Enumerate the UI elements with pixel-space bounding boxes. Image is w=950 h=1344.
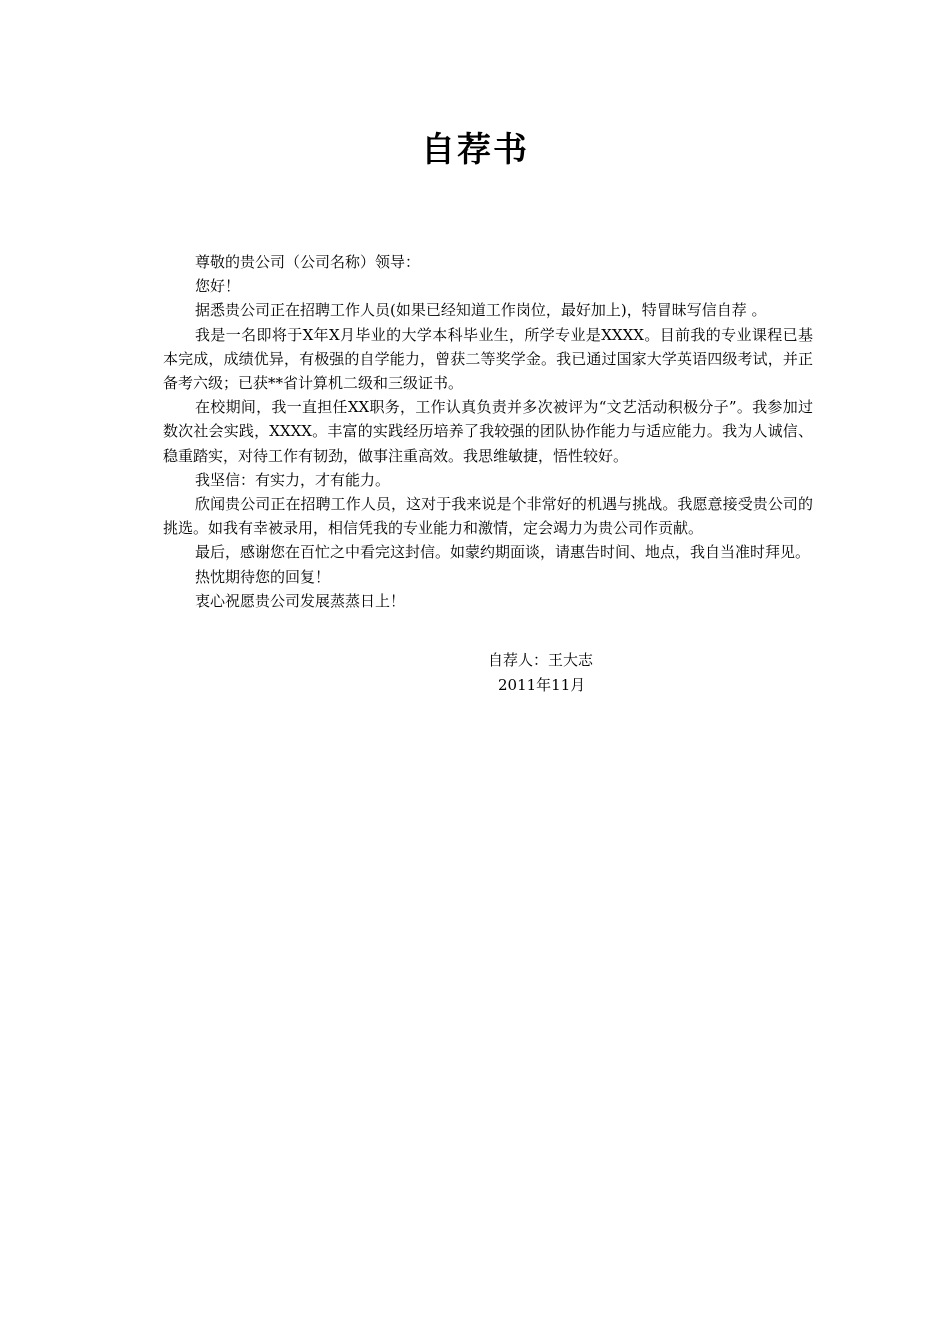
paragraph-closing: 最后，感谢您在百忙之中看完这封信。如蒙约期面谈，请惠告时间、地点，我自当准时拜见。 xyxy=(195,543,811,562)
letter-body xyxy=(163,250,813,613)
signature-block xyxy=(488,648,593,697)
signer-name: 自荐人：王大志 xyxy=(488,651,594,669)
paragraph-belief: 我坚信：有实力，才有能力。 xyxy=(195,470,391,489)
paragraph-education: 我是一名即将于X年X月毕业的大学本科毕业生，所学专业是XXXX。目前我的专业课程已基本完成，成绩优异，有极强的自学能力，曾获二等奖学金。我已通过国家大学英语四级考试，并正备考六级；已获**省计算机二级和三级证书。 xyxy=(163,325,813,393)
paragraph-expectation: 热忱期待您的回复！ xyxy=(195,567,331,586)
salutation: 尊敬的贵公司（公司名称）领导： xyxy=(195,253,421,271)
document-title: 自荐书 xyxy=(421,130,529,170)
paragraph-opportunity: 欣闻贵公司正在招聘工作人员，这对于我来说是个非常好的机遇与挑战。我愿意接受贵公司的挑选。如我有幸被录用，相信凭我的专业能力和激情，定会竭力为贵公司作贡献。 xyxy=(163,495,813,538)
paragraph-campus-experience: 在校期间，我一直担任XX职务，工作认真负责并多次被评为“文艺活动积极分子”。我参加过数次社会实践，XXXX。丰富的实践经历培养了我较强的团队协作能力与适应能力。我为人诚信、稳重踏实，对待工作有韧劲，做事注重高效。我思维敏捷，悟性较好。 xyxy=(163,398,813,465)
paragraph-wishes: 衷心祝愿贵公司发展蒸蒸日上！ xyxy=(195,591,406,610)
greeting: 您好！ xyxy=(195,277,241,296)
paragraph-intro: 据悉贵公司正在招聘工作人员(如果已经知道工作岗位，最好加上)，特冒昧写信自荐 。 xyxy=(195,301,767,320)
signature-date: 2011年11月 xyxy=(498,675,586,694)
